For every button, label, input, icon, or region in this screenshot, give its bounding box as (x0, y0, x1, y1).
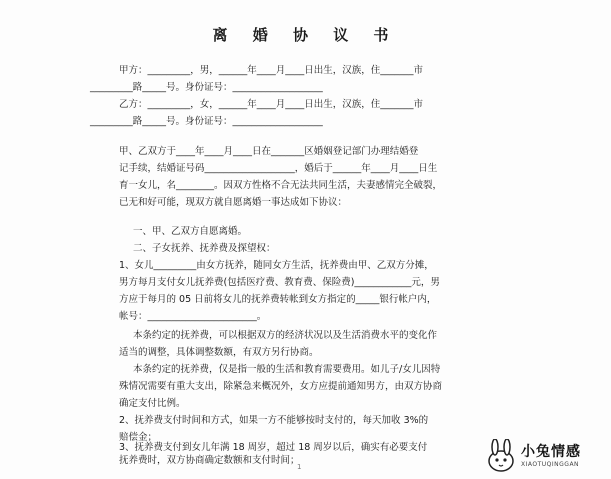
adjust-line-1: 本条约定的抚养费，可以根据双方的经济状况以及生活消费水平的变化作 (133, 330, 438, 341)
scope-line-3: 确定支付比例。 (119, 398, 186, 409)
party-a-line-2: _________路_____号。身份证号：___________________ (90, 82, 323, 93)
scope-line-1: 本条约定的抚养费，仅是指一般的生活和教育需要费用。如儿子/女儿因特 (133, 364, 441, 375)
rabbit-logo-icon (483, 439, 519, 473)
page-number: 1 (297, 463, 302, 471)
payment-line-1: 2、抚养费支付时间和方式，如果一方不能够按时支付的，每天加收 3%的 (119, 415, 429, 426)
marriage-line-3: 育一女儿，名________。因双方性格不合无法共同生活，夫妻感情完全破裂， (119, 180, 443, 191)
party-b-line-1: 乙方：_________，女，______年____月____日出生，汉族，住_______市 (119, 99, 424, 110)
marriage-line-1: 甲、乙双方于____年____月____日在_______区婚姻登记部门办理结婚登 (119, 146, 419, 157)
duration-line-2: 抚养费时，双方协商确定数额和支付时间； (119, 455, 300, 466)
marriage-line-4: 已无和好可能，现双方就自愿离婚一事达成如下协议： (119, 197, 348, 208)
watermark (483, 439, 603, 473)
payment-line-2: 赔偿金； (119, 432, 158, 443)
scope-line-2: 殊情况需要有重大支出，除紧急来概况外，女方应提前通知男方，由双方协商 (119, 381, 443, 392)
party-b-line-2: _________路_____号。身份证号：___________________ (90, 116, 323, 127)
adjust-line-2: 适当的调整，具体调整数额，有双方另行协商。 (119, 347, 319, 358)
custody-line-3: 方应于每月的 05 日前将女儿的抚养费转帐到女方指定的_____银行帐户内， (119, 294, 437, 305)
watermark-text: 小兔情感 (521, 444, 581, 460)
custody-line-2: 男方每月支付女儿抚养费(包括医疗费、教育费、保险费)____________元，男 (119, 277, 440, 288)
duration-line-1: 3、抚养费支付到女儿年满 18 周岁，超过 18 周岁以后，确实有必要支付 (119, 442, 428, 453)
custody-line-1: 1、女儿_________由女方抚养，随同女方生活，抚养费由甲、乙双方分摊， (119, 260, 434, 271)
clause-1: 一、甲、乙双方自愿离婚。 (133, 226, 248, 237)
party-a-line-1: 甲方：_________，男，______年____月____日出生，汉族，住_______市 (119, 65, 424, 76)
clause-2-heading: 二、子女抚养、抚养费及探望权： (133, 243, 276, 254)
document-title: 离 婚 协 议 书 (212, 26, 399, 44)
marriage-line-2: 记手续，结婚证号码___________________，婚后于______年____月____日生 (119, 163, 438, 174)
custody-line-4: 帐号：_______________________。 (119, 311, 267, 322)
watermark-subtext: XIAOTUQINGGAN (521, 461, 580, 468)
